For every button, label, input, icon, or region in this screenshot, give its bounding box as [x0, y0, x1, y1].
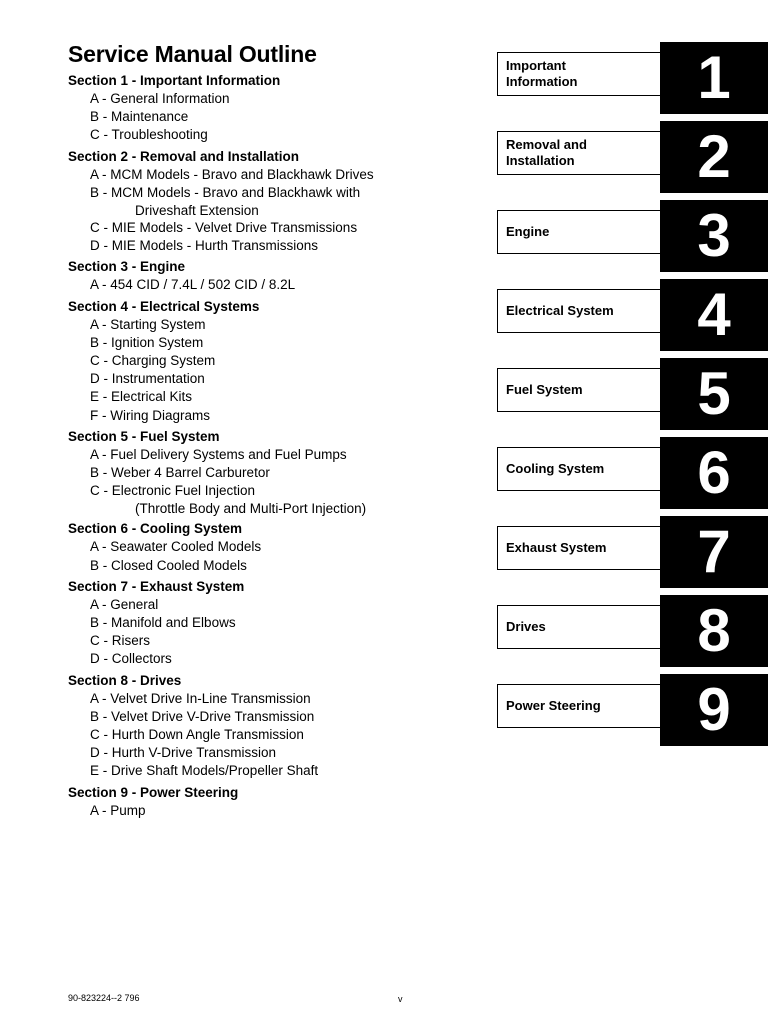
subsection-item-continuation: Driveshaft Extension [135, 203, 259, 219]
tab-number-block [660, 358, 768, 430]
tab-number-block [660, 279, 768, 351]
tab-label: Exhaust System [506, 540, 607, 555]
page-title: Service Manual Outline [68, 41, 317, 67]
subsection-item: C - MIE Models - Velvet Drive Transmissions [90, 220, 358, 236]
subsection-item: D - Collectors [90, 651, 172, 667]
subsection-item: A - Starting System [90, 316, 206, 332]
subsection-item: B - MCM Models - Bravo and Blackhawk with [90, 184, 361, 200]
outline-column [68, 40, 488, 820]
subsection-item: A - Fuel Delivery Systems and Fuel Pumps [90, 446, 347, 462]
tab-number: 6 [697, 439, 731, 506]
section-tab-1 [497, 42, 768, 114]
tab-number-block [660, 200, 768, 272]
tab-label: Power Steering [506, 698, 601, 713]
subsection-item: B - Closed Cooled Models [90, 557, 247, 573]
subsection-item: A - Pump [90, 802, 146, 818]
section-tab-3 [497, 200, 768, 272]
tab-number-block [660, 674, 768, 746]
section-tab-8 [497, 595, 768, 667]
tab-number: 7 [697, 518, 731, 585]
subsection-item-continuation: (Throttle Body and Multi-Port Injection) [135, 501, 367, 517]
subsection-item: A - Seawater Cooled Models [90, 539, 262, 555]
tab-number: 8 [697, 597, 731, 664]
section-tab-9 [497, 674, 768, 746]
section-heading: Section 4 - Electrical Systems [68, 298, 260, 314]
tab-label-box [497, 368, 660, 412]
tab-label-box [497, 526, 660, 570]
tab-label-box [497, 684, 660, 728]
subsection-item: C - Charging System [90, 353, 216, 369]
subsection-item: C - Electronic Fuel Injection [90, 483, 256, 499]
tab-label-box [497, 289, 660, 333]
section-heading: Section 9 - Power Steering [68, 784, 239, 800]
tab-number: 3 [697, 202, 731, 269]
section-4 [68, 298, 488, 425]
subsection-item: A - General Information [90, 91, 230, 106]
tab-label: Engine [506, 224, 550, 239]
tab-label: Drives [506, 619, 546, 634]
section-heading: Section 8 - Drives [68, 672, 182, 688]
section-tab-4 [497, 279, 768, 351]
tab-label-box [497, 52, 660, 96]
section-heading: Section 7 - Exhaust System [68, 578, 245, 594]
tab-number-block [660, 516, 768, 588]
tab-label: Removal and Installation [506, 137, 587, 168]
section-tab-6 [497, 437, 768, 509]
subsection-item: B - Maintenance [90, 109, 189, 125]
section-tabs [497, 0, 768, 1024]
tab-label: Fuel System [506, 382, 583, 397]
subsection-item: D - MIE Models - Hurth Transmissions [90, 238, 319, 254]
section-1 [68, 72, 488, 145]
tab-number-block [660, 42, 768, 114]
tab-label: Electrical System [506, 303, 614, 318]
subsection-item: B - Weber 4 Barrel Carburetor [90, 465, 270, 481]
subsection-item: C - Risers [90, 633, 150, 649]
footer-page-number: v [398, 994, 403, 1004]
tab-number: 9 [697, 676, 731, 743]
section-tab-5 [497, 358, 768, 430]
subsection-item: D - Instrumentation [90, 371, 205, 387]
section-3 [68, 258, 488, 294]
tab-label-box [497, 605, 660, 649]
tab-number: 1 [697, 44, 731, 111]
subsection-item: E - Electrical Kits [90, 389, 193, 405]
subsection-item: A - 454 CID / 7.4L / 502 CID / 8.2L [90, 277, 296, 293]
tab-number: 4 [697, 281, 731, 348]
subsection-item: C - Hurth Down Angle Transmission [90, 727, 304, 743]
tab-label-box [497, 447, 660, 491]
tab-number-block [660, 437, 768, 509]
subsection-item: A - General [90, 596, 159, 612]
tab-label: Important Information [506, 58, 578, 89]
section-6 [68, 520, 488, 574]
subsection-item: B - Manifold and Elbows [90, 615, 236, 631]
section-tab-2 [497, 121, 768, 193]
section-heading: Section 2 - Removal and Installation [68, 148, 300, 164]
tab-number-block [660, 121, 768, 193]
section-tab-7 [497, 516, 768, 588]
section-9 [68, 784, 488, 820]
tab-number: 5 [697, 360, 731, 427]
subsection-item: D - Hurth V-Drive Transmission [90, 745, 277, 761]
subsection-item: C - Troubleshooting [90, 127, 208, 143]
section-heading: Section 3 - Engine [68, 259, 186, 275]
footer-part-number: 90-823224--2 796 [68, 993, 140, 1003]
subsection-item: A - MCM Models - Bravo and Blackhawk Drives [90, 166, 374, 182]
tab-label-box [497, 210, 660, 254]
tab-label: Cooling System [506, 461, 605, 476]
section-8 [68, 672, 488, 781]
section-heading: Section 5 - Fuel System [68, 428, 220, 444]
section-5 [68, 428, 488, 518]
subsection-item: B - Velvet Drive V-Drive Transmission [90, 708, 315, 724]
subsection-item: F - Wiring Diagrams [90, 407, 211, 423]
tab-number: 2 [697, 123, 731, 190]
section-2 [68, 148, 488, 256]
tab-number-block [660, 595, 768, 667]
tab-label-box [497, 131, 660, 175]
section-7 [68, 578, 488, 669]
subsection-item: B - Ignition System [90, 334, 204, 350]
sections-list [68, 72, 488, 820]
section-heading: Section 6 - Cooling System [68, 521, 243, 537]
section-heading: Section 1 - Important Information [68, 73, 281, 88]
subsection-item: A - Velvet Drive In-Line Transmission [90, 690, 311, 706]
subsection-item: E - Drive Shaft Models/Propeller Shaft [90, 763, 319, 779]
